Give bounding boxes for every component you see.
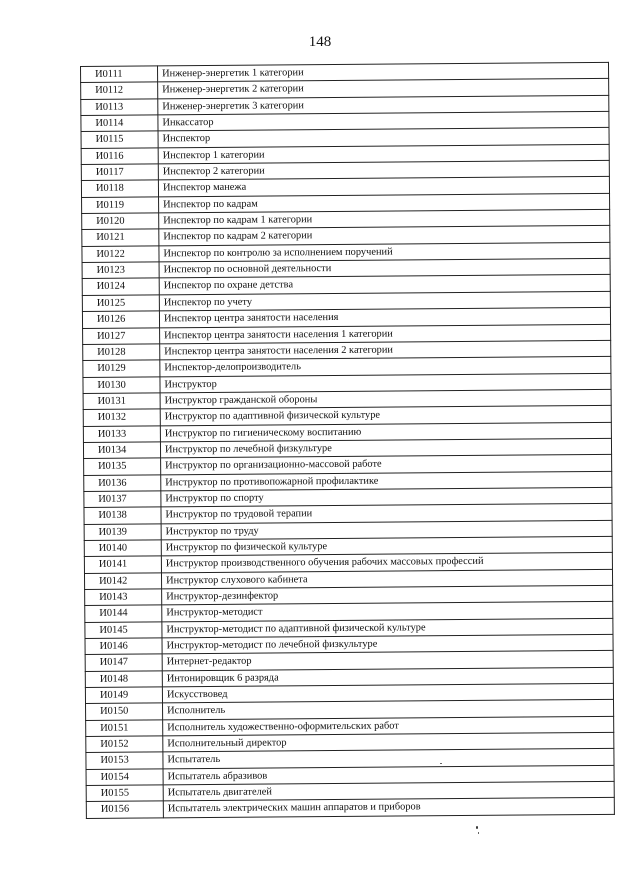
occupation-name-cell: Исполнитель художественно-оформительских работ: [163, 716, 614, 736]
occupation-name-cell: Инструктор-методист по адаптивной физической культуре: [162, 618, 613, 638]
occupation-name-cell: Испытатель двигателей: [163, 781, 614, 801]
occupation-name-cell: Инспектор центра занятости населения 2 категории: [160, 340, 611, 360]
occupation-code-cell: И0114: [81, 115, 158, 132]
occupation-name-cell: Инструктор по трудовой терапии: [161, 504, 612, 524]
occupation-code-cell: И0113: [81, 99, 158, 116]
occupation-name-cell: Испытатель: [163, 749, 614, 769]
occupation-name-cell: Инструктор по организационно-массовой работе: [161, 455, 612, 475]
occupation-name-cell: Инструктор по физической культуре: [161, 536, 612, 556]
occupation-code-cell: И0117: [81, 164, 158, 181]
occupation-code-cell: И0112: [81, 82, 158, 99]
occupation-code-cell: И0119: [82, 197, 159, 214]
occupation-name-cell: Инструктор по лечебной физкультуре: [160, 438, 611, 458]
occupation-code-cell: И0138: [84, 507, 161, 524]
occupation-name-cell: Инструктор-дезинфектор: [162, 585, 613, 605]
scan-speck: [440, 763, 442, 764]
occupation-code-cell: И0140: [84, 540, 161, 557]
occupation-code-cell: И0126: [82, 311, 159, 328]
occupation-code-cell: И0115: [81, 131, 158, 148]
occupation-name-cell: Интернет-редактор: [162, 651, 613, 671]
occupation-code-cell: И0111: [81, 66, 158, 83]
occupation-code-cell: И0146: [85, 638, 162, 655]
occupation-code-cell: И0131: [83, 393, 160, 410]
occupation-name-cell: Интонировщик 6 разряда: [162, 667, 613, 687]
occupation-name-cell: Инструктор по адаптивной физической культуре: [160, 406, 611, 426]
occupation-name-cell: Инструктор-методист по лечебной физкультуре: [162, 634, 613, 654]
occupation-name-cell: Искусствовед: [162, 683, 613, 703]
occupation-code-cell: И0145: [85, 622, 162, 639]
occupation-code-cell: И0141: [84, 556, 161, 573]
page-number: 148: [308, 34, 332, 50]
occupation-code-cell: И0154: [86, 769, 163, 786]
occupation-name-cell: Инженер-энергетик 2 категории: [158, 79, 609, 99]
occupation-name-cell: Инспектор по кадрам 1 категории: [159, 209, 610, 229]
occupation-name-cell: Исполнитель: [163, 700, 614, 720]
occupation-code-cell: И0149: [85, 687, 162, 704]
occupation-name-cell: Инструктор по труду: [161, 520, 612, 540]
occupation-name-cell: Инспектор центра занятости населения 1 категории: [160, 324, 611, 344]
occupation-code-cell: И0152: [86, 736, 163, 753]
occupation-code-cell: И0137: [84, 491, 161, 508]
occupation-table-body: [81, 62, 615, 818]
occupation-name-cell: Инструктор по спорту: [161, 487, 612, 507]
occupation-name-cell: Инструктор производственного обучения рабочих массовых профессий: [161, 553, 612, 573]
occupation-name-cell: Инспектор по охране детства: [159, 275, 610, 295]
occupation-name-cell: Инспектор 1 категории: [158, 144, 609, 164]
occupation-code-cell: И0121: [82, 229, 159, 246]
occupation-code-cell: И0139: [84, 524, 161, 541]
occupation-code-cell: И0120: [82, 213, 159, 230]
occupation-name-cell: Инструктор по гигиеническому воспитанию: [160, 422, 611, 442]
occupation-code-cell: И0135: [84, 458, 161, 475]
occupation-name-cell: Инструктор гражданской обороны: [160, 389, 611, 409]
occupation-code-cell: И0122: [82, 246, 159, 263]
occupation-code-cell: И0156: [86, 801, 163, 818]
occupation-code-cell: И0130: [83, 376, 160, 393]
occupation-name-cell: Инспектор по контролю за исполнением поручений: [159, 242, 610, 262]
occupation-name-cell: Инспектор по учету: [159, 291, 610, 311]
scan-speck: [478, 832, 479, 834]
occupation-name-cell: Инструктор по противопожарной профилактике: [161, 471, 612, 491]
occupation-code-table: [80, 62, 615, 819]
occupation-name-cell: Исполнительный директор: [163, 732, 614, 752]
occupation-code-cell: И0148: [85, 671, 162, 688]
occupation-code-cell: И0144: [85, 605, 162, 622]
occupation-code-cell: И0133: [83, 425, 160, 442]
occupation-name-cell: Инспектор по кадрам 2 категории: [159, 226, 610, 246]
occupation-code-cell: И0116: [81, 148, 158, 165]
occupation-name-cell: Инспектор: [158, 128, 609, 148]
scan-speck: [476, 826, 478, 829]
occupation-code-cell: И0153: [86, 752, 163, 769]
occupation-code-cell: И0151: [86, 720, 163, 737]
occupation-name-cell: Инженер-энергетик 1 категории: [158, 62, 609, 82]
occupation-name-cell: Инспектор по кадрам: [159, 193, 610, 213]
occupation-code-cell: И0128: [83, 344, 160, 361]
occupation-code-cell: И0150: [86, 703, 163, 720]
occupation-name-cell: Инспектор-делопроизводитель: [160, 357, 611, 377]
occupation-code-cell: И0129: [83, 360, 160, 377]
occupation-code-cell: И0118: [81, 180, 158, 197]
occupation-code-cell: И0143: [85, 589, 162, 606]
occupation-name-cell: Инкассатор: [158, 111, 609, 131]
occupation-name-cell: Инспектор центра занятости населения: [159, 307, 610, 327]
occupation-name-cell: Инструктор: [160, 373, 611, 393]
occupation-code-cell: И0155: [86, 785, 163, 802]
occupation-code-cell: И0132: [83, 409, 160, 426]
occupation-code-cell: И0127: [83, 327, 160, 344]
occupation-code-cell: И0134: [83, 442, 160, 459]
occupation-code-cell: И0123: [82, 262, 159, 279]
occupation-name-cell: Инженер-энергетик 3 категории: [158, 95, 609, 115]
occupation-name-cell: Испытатель абразивов: [163, 765, 614, 785]
occupation-code-cell: И0142: [84, 573, 161, 590]
occupation-name-cell: Инструктор слухового кабинета: [161, 569, 612, 589]
occupation-code-cell: И0147: [85, 654, 162, 671]
occupation-name-cell: Инспектор 2 категории: [158, 160, 609, 180]
occupation-code-cell: И0124: [82, 278, 159, 295]
occupation-code-cell: И0136: [84, 474, 161, 491]
occupation-name-cell: Испытатель электрических машин аппаратов и приборов: [163, 798, 614, 818]
occupation-name-cell: Инспектор манежа: [158, 177, 609, 197]
occupation-name-cell: Инструктор-методист: [162, 602, 613, 622]
occupation-name-cell: Инспектор по основной деятельности: [159, 258, 610, 278]
table-row: [86, 798, 614, 818]
occupation-code-cell: И0125: [82, 295, 159, 312]
occupation-table-wrapper: [80, 62, 615, 819]
